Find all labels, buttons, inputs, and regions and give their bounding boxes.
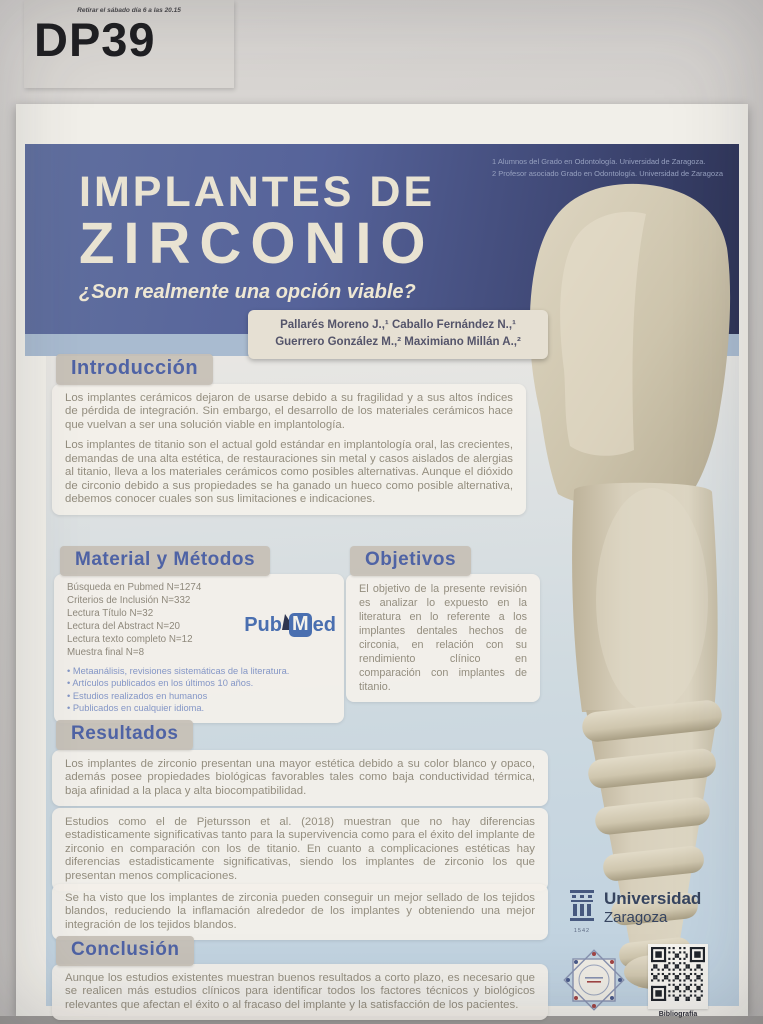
resultados-p3: Se ha visto que los implantes de zirconia pueden conseguir un mejor sellado de los tejidos blandos, reduciendo la inflamación alrededor de los implantes y obteniendo una mejor integración de los tejidos blandos. xyxy=(65,892,535,931)
authors-line2: Guerrero González M.,² Maximiano Millán A.,² xyxy=(275,336,521,349)
search-line: Búsqueda en Pubmed N=1274 xyxy=(67,582,202,593)
poster-title-line2: ZIRCONIO xyxy=(79,211,435,277)
resultados-box-1 xyxy=(52,750,548,806)
poster-board xyxy=(16,104,748,1016)
section-heading-introduccion: Introducción xyxy=(56,354,213,385)
wall-label-schedule: Retirar el sábado día 6 a las 20.15 xyxy=(77,7,181,14)
material-box xyxy=(54,574,344,723)
criteria-item: • Estudios realizados en humanos xyxy=(67,690,331,703)
uz-wordmark xyxy=(604,890,701,927)
resultados-box-3 xyxy=(52,884,548,940)
wall-label-code: DP39 xyxy=(34,13,156,66)
pubmed-logo xyxy=(244,612,336,638)
introduccion-p1: Los implantes cerámicos dejaron de usarse debido a su fragilidad y a sus altos índices de pérdida de integración. Sin embargo, el desarrollo de los materiales cerámicos hace que vuelvan a ser una solución viable en implantología. xyxy=(65,392,513,431)
inclusion-criteria-list xyxy=(67,665,331,715)
introduccion-box xyxy=(52,384,526,515)
authors-box xyxy=(248,310,548,359)
conclusion-box xyxy=(52,964,548,1020)
search-line: Criterios de Inclusión N=332 xyxy=(67,594,191,606)
pubmed-pub-text: Pub xyxy=(244,613,282,636)
qr-code xyxy=(648,944,708,1009)
uz-building-icon xyxy=(568,890,596,922)
authors-line1: Pallarés Moreno J.,¹ Caballo Fernández N.,¹ xyxy=(280,319,516,331)
criteria-item: • Metaanálisis, revisiones sistemáticas de la literatura. xyxy=(67,665,331,678)
star-emblem-icon xyxy=(562,948,626,1012)
universidad-zaragoza-logo xyxy=(568,890,701,934)
objetivos-p1: El objetivo de la presente revisión es analizar lo expuesto en la literatura en lo referente a los implantes dentales hechos de circonia, en relación con su rendimiento clínico en comparación con implantes de titanio. xyxy=(359,583,527,694)
uz-wordmark-line1: Universidad xyxy=(604,889,702,908)
resultados-p2: Estudios como el de Pjetursson et al. (2018) muestran que no hay diferencias estadisticamente significativas tanto para la supervivencia como para el éxito del implante de zirconio en comparación con los de titanio. En cuanto a complicaciones estéticas hay diferencias estadisticamente significativas, siendo los implantes de zirconio los que presentan menos complicaciones. xyxy=(65,816,535,882)
affiliation-line: 2 Profesor asociado Grado en Odontología. Universidad de Zaragoza xyxy=(492,169,723,178)
uz-building-block xyxy=(568,890,596,934)
section-heading-material: Material y Métodos xyxy=(60,546,270,576)
search-line: Lectura texto completo N=12 xyxy=(67,633,193,645)
section-heading-conclusion: Conclusión xyxy=(56,936,194,966)
poster-title-block xyxy=(79,170,435,304)
resultados-box-2 xyxy=(52,808,548,891)
search-line: Lectura Título N=32 xyxy=(67,607,154,619)
wall-label-card xyxy=(24,0,234,88)
uz-wordmark-line2: Zaragoza xyxy=(604,908,668,926)
pubmed-ed-text: ed xyxy=(312,613,336,636)
pubmed-m-text: M xyxy=(289,613,312,637)
bibliography-qr-block xyxy=(648,944,708,1018)
qr-label: Bibliografía xyxy=(658,1011,698,1018)
poster-subtitle: ¿Son realmente una opción viable? xyxy=(79,281,416,304)
section-heading-objetivos: Objetivos xyxy=(350,546,471,576)
uz-founding-year: 1542 xyxy=(573,928,591,934)
resultados-p1: Los implantes de zirconio presentan una mayor estética debido a su color blanco y opaco, además posee propiedades biológicas favorables tales como baja conductividad térmica, baja afinidad a la placa y alta biocompatibilidad. xyxy=(65,758,535,797)
poster-title-line1: IMPLANTES DE xyxy=(79,168,436,216)
conclusion-p1: Aunque los estudios existentes muestran buenos resultados a corto plazo, es necesario que se realicen más estudios clínicos para identificar todos los factores técnicos y biológicos relevantes que afectan el éxito o al fracaso del implante y la satisfacción de los pacientes. xyxy=(65,972,535,1011)
introduccion-p2: Los implantes de titanio son el actual gold estándar en implantología oral, las crecientes, demandas de una alta estética, de restauraciones sin metal y casos aislados de alergias al titanio, lleva a los materiales cerámicos como posibles alternativas. Aunque el dióxido de circonio debido a sus propiedades se ha ganado un hueco como posible alternativa, debemos conocer cuales son sus limitaciones e indicaciones. xyxy=(65,439,513,506)
affiliation-line: 1 Alumnos del Grado en Odontología. Universidad de Zaragoza. xyxy=(492,157,706,166)
criteria-item: • Publicados en cualquier idioma. xyxy=(67,702,331,715)
objetivos-box xyxy=(346,574,540,702)
section-heading-resultados: Resultados xyxy=(56,720,193,750)
criteria-item: • Artículos publicados en los últimos 10 años. xyxy=(67,677,331,690)
search-line: Lectura del Abstract N=20 xyxy=(67,620,181,632)
search-line: Muestra final N=8 xyxy=(67,646,145,658)
